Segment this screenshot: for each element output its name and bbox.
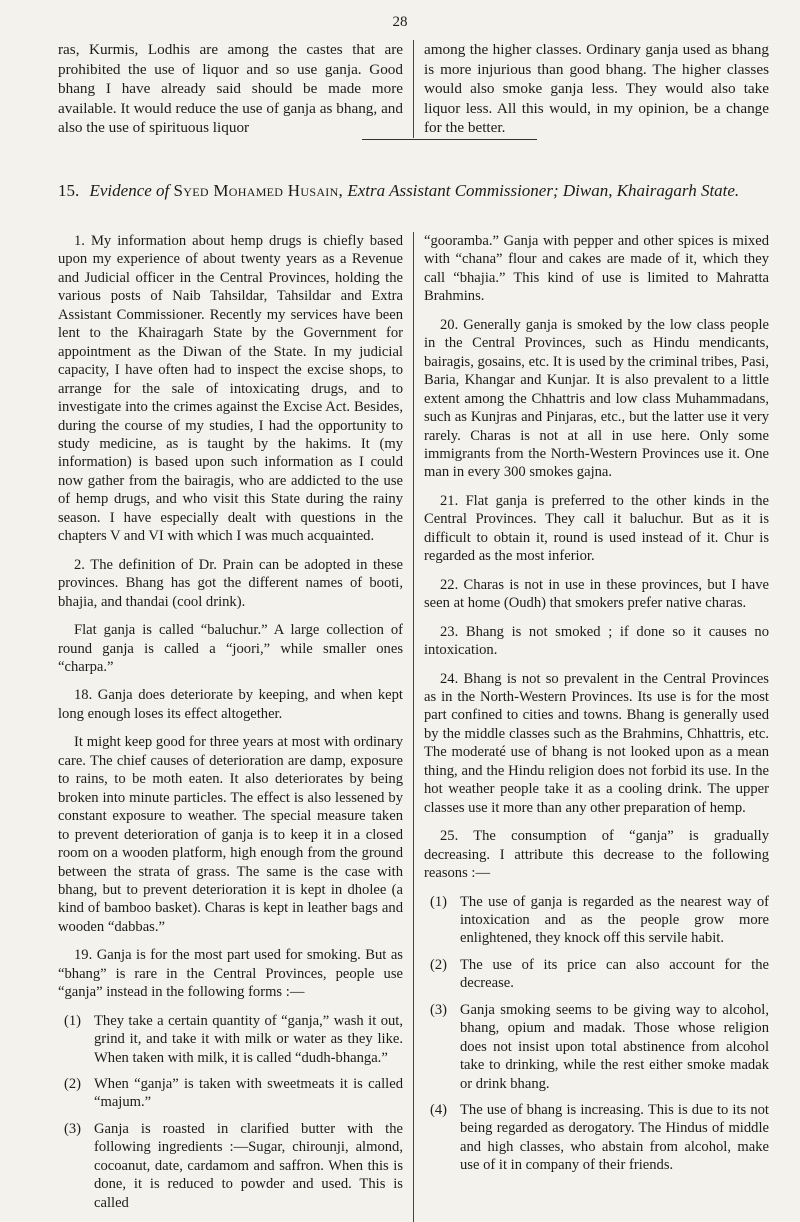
paragraph: 22. Charas is not in use in these provinces, but I have seen at home (Oudh) that smokers prefer native charas. xyxy=(424,576,769,612)
paragraph: “gooramba.” Ganja with pepper and other spices is mixed with “chana” flour and cakes are made of it, which they call “bhajia.” This kind of use is limited to Mahratta Brahmins. xyxy=(424,233,769,305)
list-item-text: Ganja is roasted in clarified butter with the following ingredients :—Sugar, chirounji, almond, cocoanut, date, cardamom and saffron. When this is done, it is reduced to powder and used. This is called xyxy=(94,1120,403,1211)
list-item xyxy=(424,893,769,948)
evidence-lead: Evidence of xyxy=(89,181,170,200)
list-marker: (3) xyxy=(430,1001,448,1018)
list-item-text: They take a certain quantity of “ganja,” wash it out, grind it, and take it with milk or water as they like. When taken with milk, it is called “dudh-bhanga.” xyxy=(94,1012,403,1066)
page-number: 28 xyxy=(392,14,408,30)
list-item xyxy=(58,1075,403,1112)
list-item-text: Ganja smoking seems to be giving way to alcohol, bhang, opium and madak. Those whose religion does not insist upon total abstinence from alcohol take to drinking, while the rest either smoke madak or drink bhang. xyxy=(460,1001,769,1092)
paragraph: 2. The definition of Dr. Prain can be adopted in these provinces. Bhang has got the different names of booti, bhajia, and thandai (cool drink). xyxy=(58,556,403,610)
continued-text-right xyxy=(414,40,769,138)
list-marker: (2) xyxy=(64,1076,82,1093)
section-divider xyxy=(362,139,537,140)
list-marker: (1) xyxy=(430,893,448,910)
list-item-text: The use of its price can also account for the decrease. xyxy=(460,956,769,992)
left-column xyxy=(58,232,414,1222)
witness-title: Extra Assistant Commissioner; Diwan, Khairagarh State. xyxy=(347,181,740,200)
list-item xyxy=(424,1101,769,1175)
evidence-number: 15. xyxy=(58,181,80,200)
list-item xyxy=(58,1012,403,1067)
list-marker: (2) xyxy=(430,956,448,973)
reasons-list xyxy=(424,893,769,1175)
paragraph: ras, Kurmis, Lodhis are among the castes that are prohibited the use of liquor and so use ganja. Good bhang I have already said should be made more available. It would reduce the use of ganja as bhang, and also the use of spirituous liquor xyxy=(58,41,403,137)
list-marker: (1) xyxy=(64,1012,82,1029)
paragraph: 19. Ganja is for the most part used for smoking. But as “bhang” is rare in the Central Provinces, people use “ganja” instead in the following forms :— xyxy=(58,947,403,1001)
paragraph: 23. Bhang is not smoked ; if done so it causes no intoxication. xyxy=(424,623,769,659)
paragraph: 1. My information about hemp drugs is chiefly based upon my experience of about twenty years as a Revenue and Judicial officer in the Central Provinces, holding the various posts of Naib Tahsildar, Tahsildar and Extra Assistant Commissioner. Recently my services have been lent to the Khairagarh State by the Government for appointment as the Diwan of the State. In my judicial capacity, I have often had to inspect the excise shops, to arrange for the sale of intoxicating drugs, and to investigate into the crimes against the Excise Act. Besides, during the course of my studies, I had the opportunity to study medicine, as is taught by the hakims. It (my information) is based upon such information as I could now gather from the bairagis, who are addicted to the use of hemp drugs, and who visit this State during the rainy season. I have especially dealt with questions in the chapters V and VI with which I was much acquainted. xyxy=(58,233,403,545)
paragraph: Flat ganja is called “baluchur.” A large collection of round ganja is called a “joori,” while smaller ones “charpa.” xyxy=(58,622,403,675)
paragraph: It might keep good for three years at most with ordinary care. The chief causes of deterioration are damp, exposure to rains, to be moth eaten. It also deteriorates by being broken into minute particles. The effect is also lessened by constant exposure to weather. The special measure taken to prevent deterioration of ganja is to keep it in a closed room on a wooden platform, high enough from the ground between the strata of grass. The same is the case with bhang, but to prevent deterioration it is kept in dholee (a kind of bamboo basket). Charas is kept in leather bags and wooden “dabbas.” xyxy=(58,734,403,935)
paragraph: 20. Generally ganja is smoked by the low class people in the Central Provinces, such as Hindu mendicants, bairagis, gosains, etc. It is used by the criminal tribes, Pasi, Baria, Khangar and Kunjar. It is also prevalent to a little extent among the Chhattris and low class Muhammadans, such as Kunjras and Pinjaras, etc., but the latter use it very rarely. Charas is not at all in use here. Only some immigrants from the North-Western Provinces use it. One man in every 300 smokes gajna. xyxy=(424,316,769,481)
list-item xyxy=(424,956,769,993)
list-marker: (3) xyxy=(64,1120,82,1137)
list-item-text: When “ganja” is taken with sweetmeats it is called “majum.” xyxy=(94,1076,403,1111)
usage-forms-list xyxy=(58,1012,403,1213)
paragraph: among the higher classes. Ordinary ganja used as bhang is more injurious than good bhang. The higher classes would also smoke ganja less. They would also take liquor less. All this would, in my opinion, be a change for the better. xyxy=(424,41,769,137)
right-column xyxy=(414,232,769,1222)
list-item xyxy=(424,1001,769,1093)
continued-text xyxy=(58,40,770,138)
list-marker: (4) xyxy=(430,1102,448,1119)
paragraph: 21. Flat ganja is preferred to the other kinds in the Central Provinces. They call it baluchur. But as it is difficult to obtain it, round is used instead of it. Chur is regarded as the most inferior. xyxy=(424,492,769,565)
paragraph: 18. Ganja does deteriorate by keeping, and when kept long enough loses its effect altogether. xyxy=(58,687,403,722)
list-item-text: The use of bhang is increasing. This is due to its not being regarded as derogatory. The Hindus of middle and high classes, who abstain from alcohol, make use of it in company of their friends. xyxy=(460,1102,769,1174)
list-item-text: The use of ganja is regarded as the nearest way of intoxication and as the people grow more enlightened, they knock off this servile habit. xyxy=(460,893,769,947)
witness-name: Syed Mohamed Husain, xyxy=(173,181,344,200)
evidence-heading xyxy=(58,180,770,201)
continued-text-left xyxy=(58,40,414,138)
list-item xyxy=(58,1120,403,1212)
paragraph: 24. Bhang is not so prevalent in the Central Provinces as in the North-Western Provinces. Its use is for the most part confined to cities and towns. Bhang is generally used by the middle classes such as the Brahmins, Chhattris, etc. The moderaté use of bhang is not looked upon as a mean thing, and the Hindu religion does not forbid its use. In the hot weather people take it as a cooling drink. The upper classes use it more than any other preparation of hemp. xyxy=(424,670,769,816)
evidence-body xyxy=(58,232,770,1222)
paragraph: 25. The consumption of “ganja” is gradually decreasing. I attribute this decrease to the following reasons :— xyxy=(424,828,769,882)
